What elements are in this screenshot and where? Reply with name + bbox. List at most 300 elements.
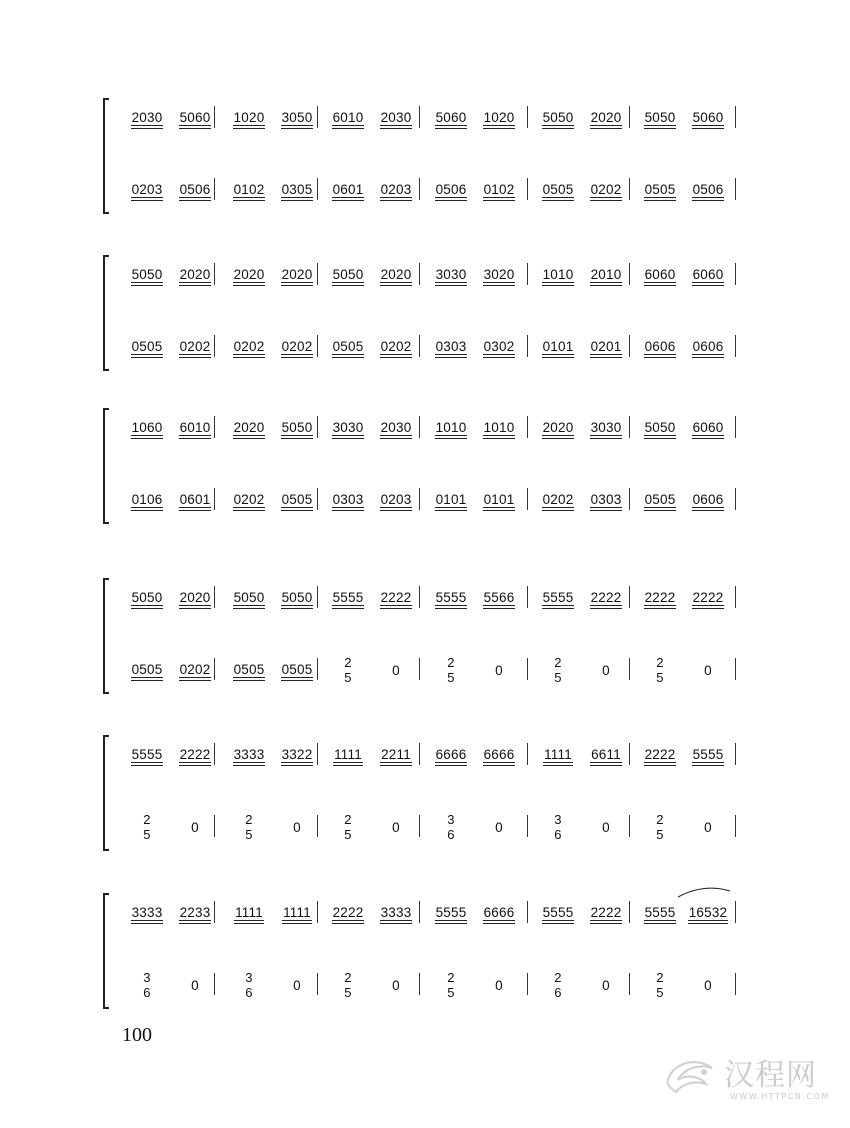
barline	[629, 488, 630, 510]
barline	[419, 743, 420, 765]
note-group	[223, 650, 275, 690]
barline	[214, 106, 215, 128]
note-group	[370, 98, 422, 138]
system-4	[103, 578, 735, 690]
note-digits: 5555	[644, 905, 676, 920]
barline	[629, 178, 630, 200]
chord-upper-note: 2	[656, 970, 664, 985]
barline	[214, 488, 215, 510]
note-group	[580, 893, 632, 933]
note-digits: 0506	[692, 182, 724, 197]
chord-note	[121, 965, 173, 1005]
note-digits: 0	[293, 819, 301, 835]
note-group	[223, 578, 275, 618]
barline	[527, 263, 528, 285]
note-digits: 0202	[233, 492, 265, 507]
note-group	[223, 408, 275, 448]
barline	[214, 586, 215, 608]
upper-staff	[111, 893, 735, 933]
note-digits: 0	[495, 662, 503, 678]
barline	[527, 973, 528, 995]
note-group	[580, 255, 632, 295]
upper-staff	[111, 98, 735, 138]
chord-upper-note: 3	[447, 812, 455, 827]
note-digits: 5050	[644, 110, 676, 125]
note-digits: 0505	[542, 182, 574, 197]
note-digits: 0	[495, 819, 503, 835]
note-digits: 0202	[380, 339, 412, 354]
note-digits: 0102	[483, 182, 515, 197]
barline	[317, 586, 318, 608]
note-digits: 6666	[483, 905, 515, 920]
rest-note	[271, 807, 323, 847]
note-group	[370, 170, 422, 210]
barline	[527, 416, 528, 438]
note-group	[223, 327, 275, 367]
note-group	[580, 327, 632, 367]
note-group	[271, 408, 323, 448]
note-group	[473, 98, 525, 138]
note-digits: 1060	[131, 420, 163, 435]
note-digits: 5050	[644, 420, 676, 435]
note-digits: 2030	[380, 110, 412, 125]
note-group	[634, 480, 686, 520]
note-digits: 3020	[483, 267, 515, 282]
chord-upper-note: 2	[447, 655, 455, 670]
note-digits: 0506	[435, 182, 467, 197]
barline	[527, 178, 528, 200]
note-group	[322, 170, 374, 210]
note-digits: 5050	[281, 420, 313, 435]
note-digits: 3030	[332, 420, 364, 435]
final-barline	[735, 178, 736, 200]
note-group	[580, 98, 632, 138]
barline	[317, 901, 318, 923]
note-digits: 0201	[590, 339, 622, 354]
barline	[629, 586, 630, 608]
barline	[629, 973, 630, 995]
note-digits: 5060	[179, 110, 211, 125]
note-digits: 0203	[131, 182, 163, 197]
barline	[629, 743, 630, 765]
note-group	[682, 255, 734, 295]
lower-staff	[111, 170, 735, 210]
barline	[317, 973, 318, 995]
note-digits: 6666	[483, 747, 515, 762]
barline	[317, 416, 318, 438]
note-group	[271, 98, 323, 138]
note-group	[223, 170, 275, 210]
barline	[629, 416, 630, 438]
note-digits: 3322	[281, 747, 313, 762]
note-digits: 6060	[692, 420, 724, 435]
note-group	[370, 480, 422, 520]
chord-note	[634, 965, 686, 1005]
note-group	[322, 893, 374, 933]
note-group	[322, 327, 374, 367]
note-digits: 16532	[688, 905, 728, 920]
note-group	[370, 327, 422, 367]
barline	[419, 815, 420, 837]
barline	[629, 815, 630, 837]
note-group	[682, 735, 734, 775]
note-digits: 0505	[131, 339, 163, 354]
note-digits: 1111	[235, 905, 263, 920]
note-digits: 5566	[483, 590, 515, 605]
chord-lower-note: 5	[447, 985, 455, 1000]
barline	[629, 901, 630, 923]
note-digits: 0	[191, 819, 199, 835]
note-digits: 5555	[131, 747, 163, 762]
note-group	[271, 327, 323, 367]
note-digits: 0202	[590, 182, 622, 197]
note-group	[473, 735, 525, 775]
barline	[419, 586, 420, 608]
rest-note	[580, 650, 632, 690]
note-group	[682, 98, 734, 138]
chord-upper-note: 2	[344, 812, 352, 827]
watermark	[660, 1048, 835, 1108]
chord-lower-note: 5	[344, 827, 352, 842]
note-digits: 0302	[483, 339, 515, 354]
note-group	[532, 480, 584, 520]
note-group	[634, 578, 686, 618]
note-digits: 2222	[644, 747, 676, 762]
chord-upper-note: 3	[245, 970, 253, 985]
note-digits: 2020	[380, 267, 412, 282]
barline	[527, 586, 528, 608]
system-5	[103, 735, 735, 847]
final-barline	[735, 263, 736, 285]
barline	[527, 335, 528, 357]
note-group	[425, 480, 477, 520]
final-barline	[735, 586, 736, 608]
note-digits: 3333	[131, 905, 163, 920]
watermark-url: WWW.HTTPCN.COM	[730, 1092, 830, 1101]
note-group	[580, 170, 632, 210]
note-group	[425, 170, 477, 210]
chord-lower-note: 6	[447, 827, 455, 842]
note-digits: 2030	[131, 110, 163, 125]
system-3	[103, 408, 735, 520]
chord-lower-note: 6	[143, 985, 151, 1000]
note-digits: 5050	[233, 590, 265, 605]
watermark-logo-icon	[660, 1050, 720, 1100]
note-digits: 2020	[233, 267, 265, 282]
note-group	[473, 255, 525, 295]
rest-note	[473, 807, 525, 847]
note-group	[634, 255, 686, 295]
chord-note	[532, 965, 584, 1005]
note-digits: 6060	[644, 267, 676, 282]
note-digits: 0601	[332, 182, 364, 197]
lower-staff	[111, 965, 735, 1005]
note-digits: 0505	[281, 662, 313, 677]
note-group	[682, 170, 734, 210]
note-group	[532, 170, 584, 210]
note-digits: 0505	[131, 662, 163, 677]
note-group	[322, 98, 374, 138]
note-group	[580, 735, 632, 775]
note-group	[532, 408, 584, 448]
note-group	[425, 98, 477, 138]
note-digits: 0101	[542, 339, 574, 354]
note-digits: 5555	[542, 905, 574, 920]
rest-note	[370, 807, 422, 847]
note-group	[223, 480, 275, 520]
note-digits: 0	[602, 819, 610, 835]
note-digits: 0	[602, 662, 610, 678]
barline	[527, 743, 528, 765]
note-digits: 0202	[179, 662, 211, 677]
note-digits: 0	[495, 977, 503, 993]
system-bracket	[103, 255, 109, 371]
chord-note	[532, 650, 584, 690]
note-digits: 1020	[233, 110, 265, 125]
chord-note	[322, 965, 374, 1005]
note-digits: 2211	[381, 747, 411, 762]
note-digits: 6666	[435, 747, 467, 762]
barline	[317, 178, 318, 200]
upper-staff	[111, 408, 735, 448]
barline	[317, 658, 318, 680]
slur-mark	[674, 885, 734, 899]
upper-staff	[111, 255, 735, 295]
barline	[419, 973, 420, 995]
note-digits: 0303	[332, 492, 364, 507]
note-group	[121, 735, 173, 775]
note-digits: 0	[602, 977, 610, 993]
chord-lower-note: 6	[245, 985, 253, 1000]
note-group	[580, 408, 632, 448]
final-barline	[735, 815, 736, 837]
barline	[629, 658, 630, 680]
note-group	[271, 255, 323, 295]
note-group	[370, 255, 422, 295]
note-group	[322, 578, 374, 618]
note-digits: 0606	[644, 339, 676, 354]
final-barline	[735, 106, 736, 128]
page-number: 100	[122, 1024, 152, 1046]
note-digits: 5050	[332, 267, 364, 282]
system-6	[103, 893, 735, 1005]
chord-lower-note: 5	[344, 670, 352, 685]
chord-note	[425, 965, 477, 1005]
note-group	[532, 327, 584, 367]
note-digits: 0203	[380, 182, 412, 197]
note-group	[271, 170, 323, 210]
note-group	[223, 735, 275, 775]
chord-upper-note: 2	[656, 655, 664, 670]
note-group	[271, 650, 323, 690]
chord-note	[634, 650, 686, 690]
note-digits: 3030	[435, 267, 467, 282]
note-group	[425, 735, 477, 775]
note-digits: 0	[392, 662, 400, 678]
lower-staff	[111, 327, 735, 367]
note-digits: 0203	[380, 492, 412, 507]
chord-lower-note: 5	[656, 670, 664, 685]
note-digits: 0506	[179, 182, 211, 197]
note-digits: 5555	[542, 590, 574, 605]
note-digits: 0	[704, 977, 712, 993]
rest-note	[370, 965, 422, 1005]
note-digits: 6010	[332, 110, 364, 125]
note-digits: 1010	[483, 420, 515, 435]
note-digits: 0202	[542, 492, 574, 507]
chord-note	[532, 807, 584, 847]
note-group	[634, 893, 686, 933]
note-digits: 0606	[692, 492, 724, 507]
upper-staff	[111, 735, 735, 775]
barline	[419, 658, 420, 680]
chord-lower-note: 5	[554, 670, 562, 685]
chord-upper-note: 2	[344, 970, 352, 985]
chord-lower-note: 6	[554, 985, 562, 1000]
note-digits: 2222	[380, 590, 412, 605]
note-group	[425, 255, 477, 295]
note-digits: 0505	[644, 182, 676, 197]
note-digits: 0505	[644, 492, 676, 507]
note-digits: 0505	[281, 492, 313, 507]
note-digits: 0	[704, 819, 712, 835]
note-group	[473, 578, 525, 618]
chord-lower-note: 5	[656, 827, 664, 842]
note-digits: 0101	[483, 492, 515, 507]
chord-note	[223, 965, 275, 1005]
barline	[629, 106, 630, 128]
note-group	[223, 255, 275, 295]
note-digits: 6611	[591, 747, 621, 762]
rest-note	[271, 965, 323, 1005]
note-digits: 2020	[179, 267, 211, 282]
note-group	[425, 893, 477, 933]
note-digits: 5555	[332, 590, 364, 605]
barline	[419, 416, 420, 438]
chord-upper-note: 2	[554, 970, 562, 985]
chord-note	[425, 650, 477, 690]
note-group	[473, 408, 525, 448]
note-group	[580, 578, 632, 618]
chord-upper-note: 2	[656, 812, 664, 827]
barline	[629, 335, 630, 357]
barline	[214, 178, 215, 200]
note-group	[370, 735, 422, 775]
barline	[419, 901, 420, 923]
chord-lower-note: 5	[245, 827, 253, 842]
note-group	[532, 578, 584, 618]
note-group	[682, 408, 734, 448]
note-digits: 2020	[542, 420, 574, 435]
chord-lower-note: 5	[344, 985, 352, 1000]
note-digits: 5060	[692, 110, 724, 125]
barline	[419, 488, 420, 510]
note-group	[425, 408, 477, 448]
barline	[214, 263, 215, 285]
note-group	[121, 98, 173, 138]
note-group	[682, 480, 734, 520]
note-digits: 3333	[380, 905, 412, 920]
note-digits: 0606	[692, 339, 724, 354]
note-group	[682, 893, 734, 933]
system-1	[103, 98, 735, 210]
barline	[629, 263, 630, 285]
lower-staff	[111, 480, 735, 520]
chord-upper-note: 2	[143, 812, 151, 827]
note-group	[322, 408, 374, 448]
rest-note	[682, 965, 734, 1005]
chord-note	[121, 807, 173, 847]
barline	[419, 178, 420, 200]
note-digits: 2020	[233, 420, 265, 435]
chord-note	[634, 807, 686, 847]
chord-upper-note: 2	[447, 970, 455, 985]
system-bracket	[103, 735, 109, 851]
note-digits: 0	[293, 977, 301, 993]
rest-note	[580, 965, 632, 1005]
note-group	[532, 893, 584, 933]
chord-upper-note: 3	[143, 970, 151, 985]
note-group	[634, 735, 686, 775]
note-digits: 2222	[179, 747, 211, 762]
note-group	[121, 893, 173, 933]
lower-staff	[111, 807, 735, 847]
barline	[214, 335, 215, 357]
note-digits: 0505	[332, 339, 364, 354]
note-digits: 0106	[131, 492, 163, 507]
note-digits: 5555	[692, 747, 724, 762]
note-digits: 6010	[179, 420, 211, 435]
note-group	[370, 578, 422, 618]
rest-note	[473, 965, 525, 1005]
note-digits: 5555	[435, 590, 467, 605]
note-group	[634, 98, 686, 138]
note-group	[634, 170, 686, 210]
note-group	[634, 327, 686, 367]
note-digits: 0303	[590, 492, 622, 507]
barline	[317, 815, 318, 837]
note-group	[271, 578, 323, 618]
system-2	[103, 255, 735, 367]
barline	[214, 658, 215, 680]
rest-note	[682, 650, 734, 690]
chord-lower-note: 5	[143, 827, 151, 842]
note-group	[370, 893, 422, 933]
note-digits: 2222	[692, 590, 724, 605]
barline	[317, 335, 318, 357]
barline	[527, 106, 528, 128]
rest-note	[682, 807, 734, 847]
note-digits: 0601	[179, 492, 211, 507]
note-group	[473, 170, 525, 210]
barline	[419, 263, 420, 285]
barline	[214, 973, 215, 995]
note-digits: 1111	[544, 747, 572, 762]
note-digits: 0202	[233, 339, 265, 354]
chord-note	[322, 650, 374, 690]
final-barline	[735, 416, 736, 438]
barline	[527, 488, 528, 510]
chord-lower-note: 5	[656, 985, 664, 1000]
chord-note	[322, 807, 374, 847]
final-barline	[735, 973, 736, 995]
note-digits: 0102	[233, 182, 265, 197]
chord-upper-note: 2	[245, 812, 253, 827]
note-group	[322, 255, 374, 295]
note-group	[580, 480, 632, 520]
note-digits: 0	[392, 819, 400, 835]
barline	[527, 815, 528, 837]
